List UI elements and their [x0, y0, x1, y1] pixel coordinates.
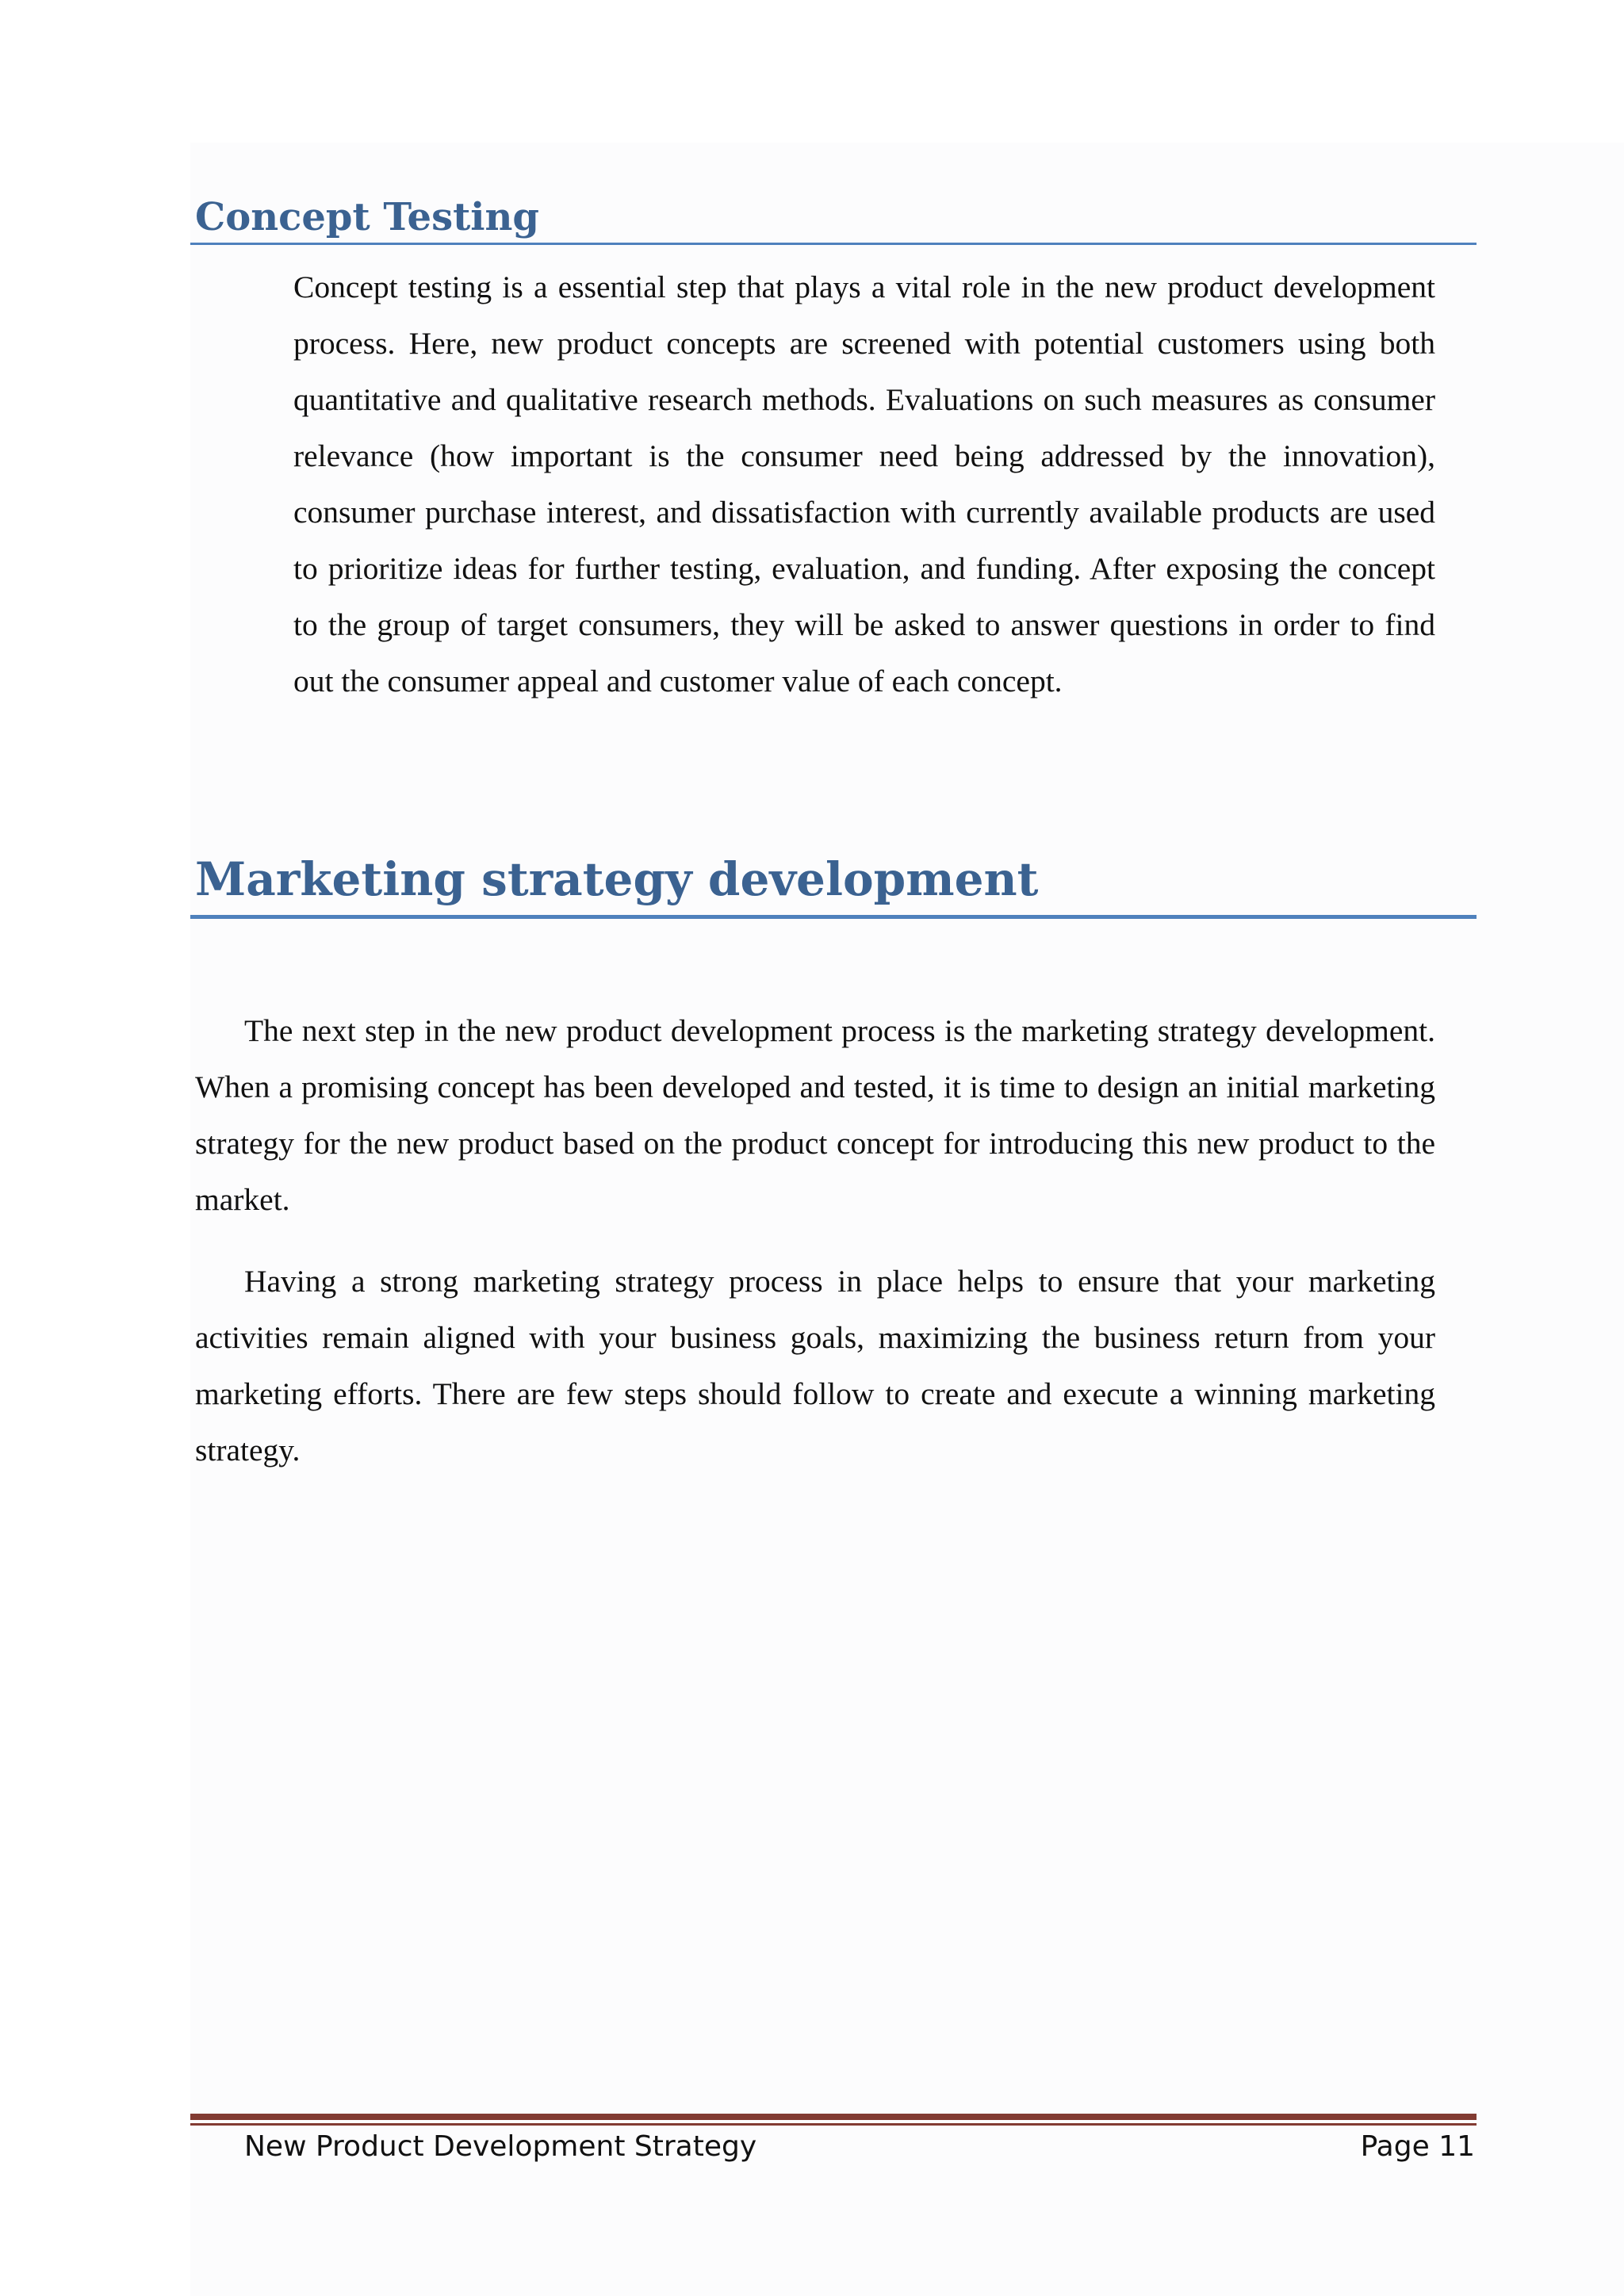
marketing-strategy-heading-rule — [190, 915, 1477, 919]
concept-testing-section-heading — [190, 195, 1477, 245]
marketing-strategy-heading: Marketing strategy development — [195, 852, 1039, 906]
footer-divider — [190, 2114, 1477, 2126]
marketing-strategy-section-heading — [190, 852, 1477, 919]
marketing-strategy-paragraph-2: Having a strong marketing strategy process in place helps to ensure that your marketing activities remain aligned with your business goals, maximizing the business return from your marketing efforts. There are few steps should follow to create and execute a winning marketing strategy. — [195, 1264, 1435, 1468]
concept-testing-paragraph: Concept testing is a essential step that plays a vital role in the new product development process. Here, new product concepts are screened with potential customers using both quantitative and qualitative research methods. Evaluations on such measures as consumer relevance (how important is the consumer need being addressed by the innovation), consumer purchase interest, and dissatisfaction with currently available products are used to prioritize ideas for further testing, evaluation, and funding. After exposing the concept to the group of target consumers, they will be asked to answer questions in order to find out the consumer appeal and customer value of each concept. — [293, 270, 1435, 698]
marketing-strategy-paragraph-1: The next step in the new product development process is the marketing strategy development. When a promising concept has been developed and tested, it is time to design an initial marketing strategy for the new product based on the product concept for introducing this new product to the market. — [195, 1013, 1435, 1217]
footer-divider-thin-line — [190, 2123, 1477, 2126]
concept-testing-heading: Concept Testing — [195, 195, 539, 239]
footer-document-title: New Product Development Strategy — [244, 2130, 757, 2163]
footer-divider-thick-line — [190, 2114, 1477, 2120]
concept-testing-heading-rule — [190, 243, 1477, 245]
footer-page-number: Page 11 — [1360, 2130, 1475, 2163]
